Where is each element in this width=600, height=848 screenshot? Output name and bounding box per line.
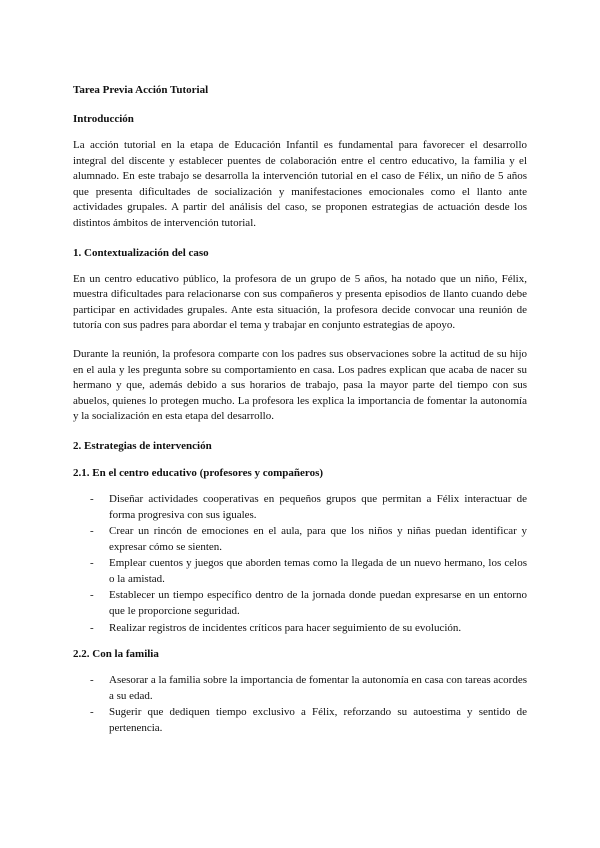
- section2-1-heading: 2.1. En el centro educativo (profesores y compañeros): [73, 466, 324, 479]
- section1-paragraph-2: Durante la reunión, la profesora comparte con los padres sus observaciones sobre la actitud de su hijo en el aula y les pregunta sobre su comportamiento en casa. Los padres explican que acaba de nacer su hermano y que, además debido a sus horarios de trabajo, pasa la mayor parte del tiempo con sus abuelos, quienes lo protegen mucho. La profesora les explica la importancia de fomentar la autonomía y la socialización en esta etapa del desarrollo.: [73, 347, 527, 423]
- list-item: [73, 588, 527, 619]
- list-item: [73, 621, 527, 637]
- section2-2-heading: 2.2. Con la familia: [73, 648, 159, 661]
- list-item-text: Diseñar actividades cooperativas en pequeños grupos que permitan a Félix interactuar de forma progresiva con sus iguales.: [109, 492, 527, 521]
- list-item-text: Asesorar a la familia sobre la importancia de fomentar la autonomía en casa con tareas acordes a su edad.: [109, 674, 527, 702]
- list-item: [73, 492, 527, 523]
- section1-paragraph-1: En un centro educativo público, la profesora de un grupo de 5 años, ha notado que un niño, Félix, muestra dificultades para relacionarse con sus compañeros y presenta episodios de llanto cuando debe participar en actividades grupales. Ante esta situación, la profesora decide convocar una reunión de tutoría con sus padres para abordar el tema y trabajar en conjunto estrategias de apoyo.: [73, 272, 527, 332]
- list-item: [73, 705, 527, 736]
- list-item-text: Realizar registros de incidentes críticos para hacer seguimiento de su evolución.: [109, 621, 462, 634]
- list-item: [73, 524, 527, 555]
- family-strategies-list: [73, 673, 527, 736]
- intro-paragraph: La acción tutorial en la etapa de Educación Infantil es fundamental para favorecer el desarrollo integral del discente y establecer puentes de colaboración entre el centro educativo, la familia y el alumnado. En este trabajo se desarrolla la intervención tutorial en el caso de Félix, un niño de 5 años que presenta dificultades de socialización y manifestaciones emocionales como el llanto ante actividades grupales. A partir del análisis del caso, se proponen estrategias de actuación desde los distintos ámbitos de intervención tutorial.: [73, 139, 527, 229]
- bullet-dash: -: [90, 525, 94, 538]
- list-item-text: Crear un rincón de emociones en el aula, para que los niños y niñas puedan identificar y expresar cómo se sienten.: [109, 525, 527, 553]
- document-page: [73, 82, 527, 747]
- bullet-dash: -: [90, 492, 94, 505]
- bullet-dash: -: [90, 621, 94, 634]
- section2-heading: 2. Estrategias de intervención: [73, 439, 212, 452]
- document-title: Tarea Previa Acción Tutorial: [73, 84, 209, 96]
- section1-heading: 1. Contextualización del caso: [73, 246, 209, 259]
- bullet-dash: -: [90, 557, 94, 570]
- bullet-dash: -: [90, 589, 94, 602]
- bullet-dash: -: [90, 674, 94, 687]
- list-item-text: Sugerir que dediquen tiempo exclusivo a Félix, reforzando su autoestima y sentido de pertenencia.: [109, 706, 527, 735]
- list-item: [73, 556, 527, 587]
- intro-heading: Introducción: [73, 113, 134, 125]
- list-item-text: Emplear cuentos y juegos que aborden temas como la llegada de un nuevo hermano, los celos o la amistad.: [109, 557, 527, 585]
- list-item: [73, 673, 527, 704]
- list-item-text: Establecer un tiempo específico dentro de la jornada donde puedan expresarse en un entorno que le proporcione seguridad.: [109, 589, 527, 618]
- school-strategies-list: [73, 492, 527, 636]
- bullet-dash: -: [90, 706, 94, 719]
